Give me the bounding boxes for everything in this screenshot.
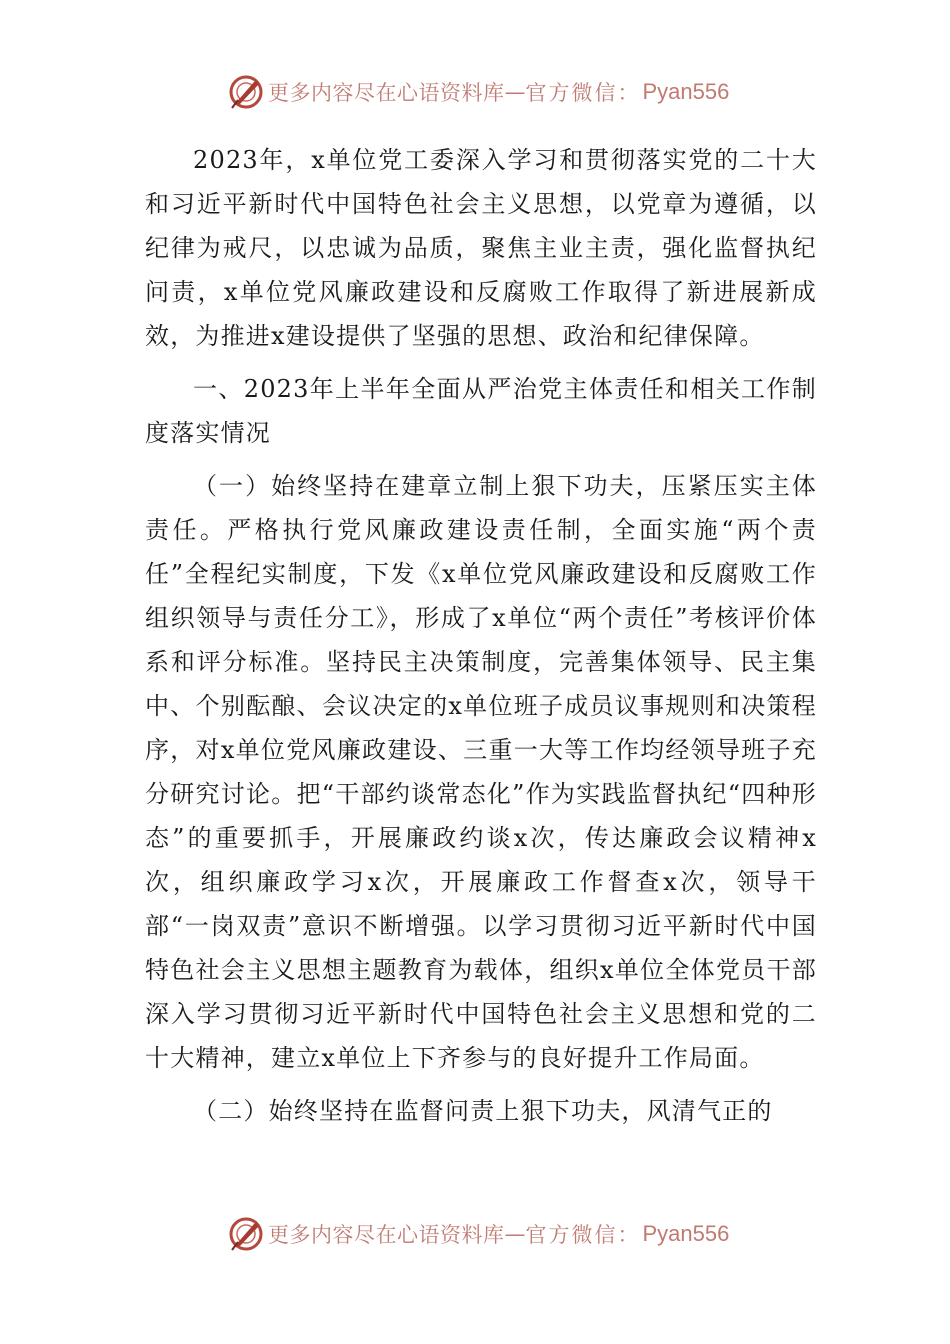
document-body [145, 138, 817, 1142]
header-banner [228, 72, 729, 112]
banner-wechat-label: 官方微信： [525, 81, 641, 105]
banner-wechat-handle: Pyan556 [642, 79, 730, 104]
intro-paragraph: 2023年，x单位党工委深入学习和贯彻落实党的二十大和习近平新时代中国特色社会主义思想，以党章为遵循，以纪律为戒尺，以忠诚为品质，聚焦主业主责，强化监督执纪问责，x单位党风廉政建设和反腐败工作取得了新进展新成效，为推进x建设提供了坚强的思想、政治和纪律保障。 [145, 146, 817, 350]
banner-brand-text: 更多内容尽在心语资料库 [268, 1223, 505, 1247]
banner-dash: — [504, 1222, 526, 1246]
quill-pen-logo-icon [228, 1216, 264, 1252]
quill-pen-logo-icon [228, 74, 264, 110]
banner-brand-text: 更多内容尽在心语资料库 [268, 81, 505, 105]
section-heading: 一、2023年上半年全面从严治党主体责任和相关工作制度落实情况 [145, 375, 817, 447]
banner-dash: — [504, 80, 526, 104]
banner-wechat-handle: Pyan556 [642, 1221, 730, 1246]
footer-banner [228, 1214, 729, 1254]
subsection-one-paragraph: （一）始终坚持在建章立制上狠下功夫，压紧压实主体责任。严格执行党风廉政建设责任制，全面实施“两个责任”全程纪实制度，下发《x单位党风廉政建设和反腐败工作组织领导与责任分工》，形成了x单位“两个责任”考核评价体系和评分标准。坚持民主决策制度，完善集体领导、民主集中、个别酝酿、会议决定的x单位班子成员议事规则和决策程序，对x单位党风廉政建设、三重一大等工作均经领导班子充分研究讨论。把“干部约谈常态化”作为实践监督执纪“四种形态”的重要抓手，开展廉政约谈x次，传达廉政会议精神x次，组织廉政学习x次，开展廉政工作督查x次，领导干部“一岗双责”意识不断增强。以学习贯彻习近平新时代中国特色社会主义思想主题教育为载体，组织x单位全体党员干部深入学习贯彻习近平新时代中国特色社会主义思想和党的二十大精神，建立x单位上下齐参与的良好提升工作局面。 [145, 472, 817, 1072]
banner-wechat-label: 官方微信： [525, 1223, 641, 1247]
subsection-two-paragraph: （二）始终坚持在监督问责上狠下功夫，风清气正的 [193, 1097, 773, 1125]
